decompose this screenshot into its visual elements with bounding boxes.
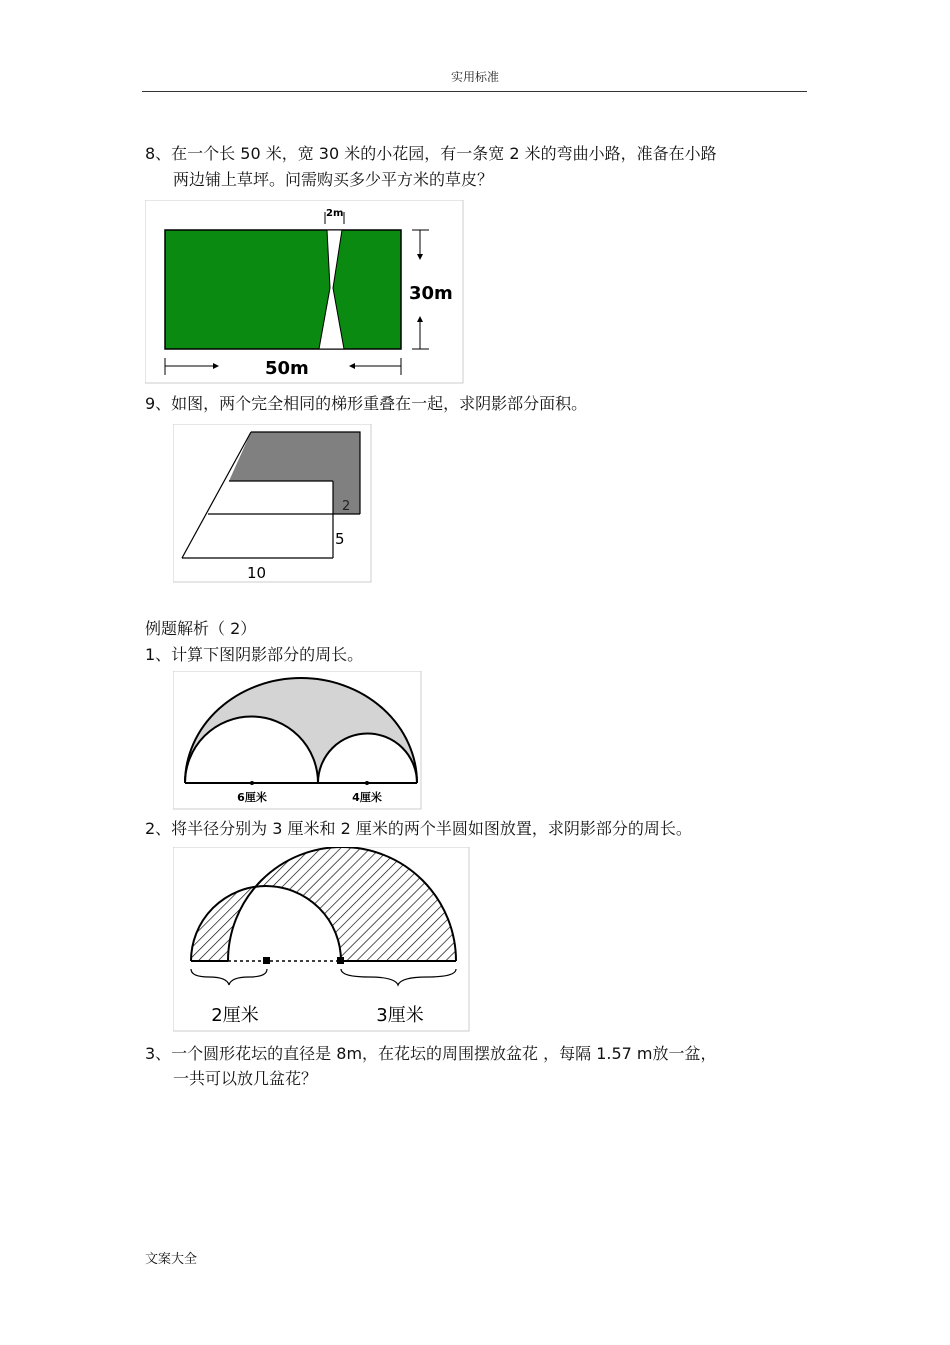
label-2cm: 2厘米 xyxy=(211,1005,259,1026)
e2-text: 2、将半径分别为 3 厘米和 2 厘米的两个半圆如图放置，求阴影部分的周长。 xyxy=(145,819,692,838)
e1-semicircle-figure xyxy=(173,671,423,811)
q8-text-line1: 8、在一个长 50 米，宽 30 米的小花园，有一条宽 2 米的弯曲小路，准备在小路 xyxy=(145,144,717,163)
height-label: 30m xyxy=(409,283,453,304)
green-lawn xyxy=(165,230,401,349)
page-header: 实用标准 xyxy=(450,70,499,84)
label-2: 2 xyxy=(342,499,351,514)
e1-text: 1、计算下图阴影部分的周长。 xyxy=(145,645,364,664)
q8-text-line2: 两边铺上草坪。问需购买多少平方米的草皮？ xyxy=(173,170,494,189)
q9-text: 9、如图，两个完全相同的梯形重叠在一起，求阴影部分面积。 xyxy=(145,394,588,413)
section-title: 例题解析（ 2） xyxy=(145,619,257,638)
label-3cm: 3厘米 xyxy=(376,1005,424,1026)
e3-text-line1: 3、一个圆形花坛的直径是 8m，在花坛的周围摆放盆花 ，每隔 1.57 m放一盆， xyxy=(145,1044,717,1063)
q8-garden-figure xyxy=(145,200,465,385)
e2-semicircle-figure xyxy=(173,847,471,1033)
path-width-label: 2m xyxy=(326,208,344,219)
label-4cm: 4厘米 xyxy=(352,791,382,804)
label-10: 10 xyxy=(247,564,267,582)
label-6cm: 6厘米 xyxy=(237,791,267,804)
q9-trapezoid-figure xyxy=(173,424,373,584)
header-divider xyxy=(142,91,807,92)
page-footer: 文案大全 xyxy=(145,1252,198,1267)
e3-text-line2: 一共可以放几盆花？ xyxy=(173,1069,318,1088)
label-5: 5 xyxy=(335,530,345,548)
length-label: 50m xyxy=(265,358,309,379)
